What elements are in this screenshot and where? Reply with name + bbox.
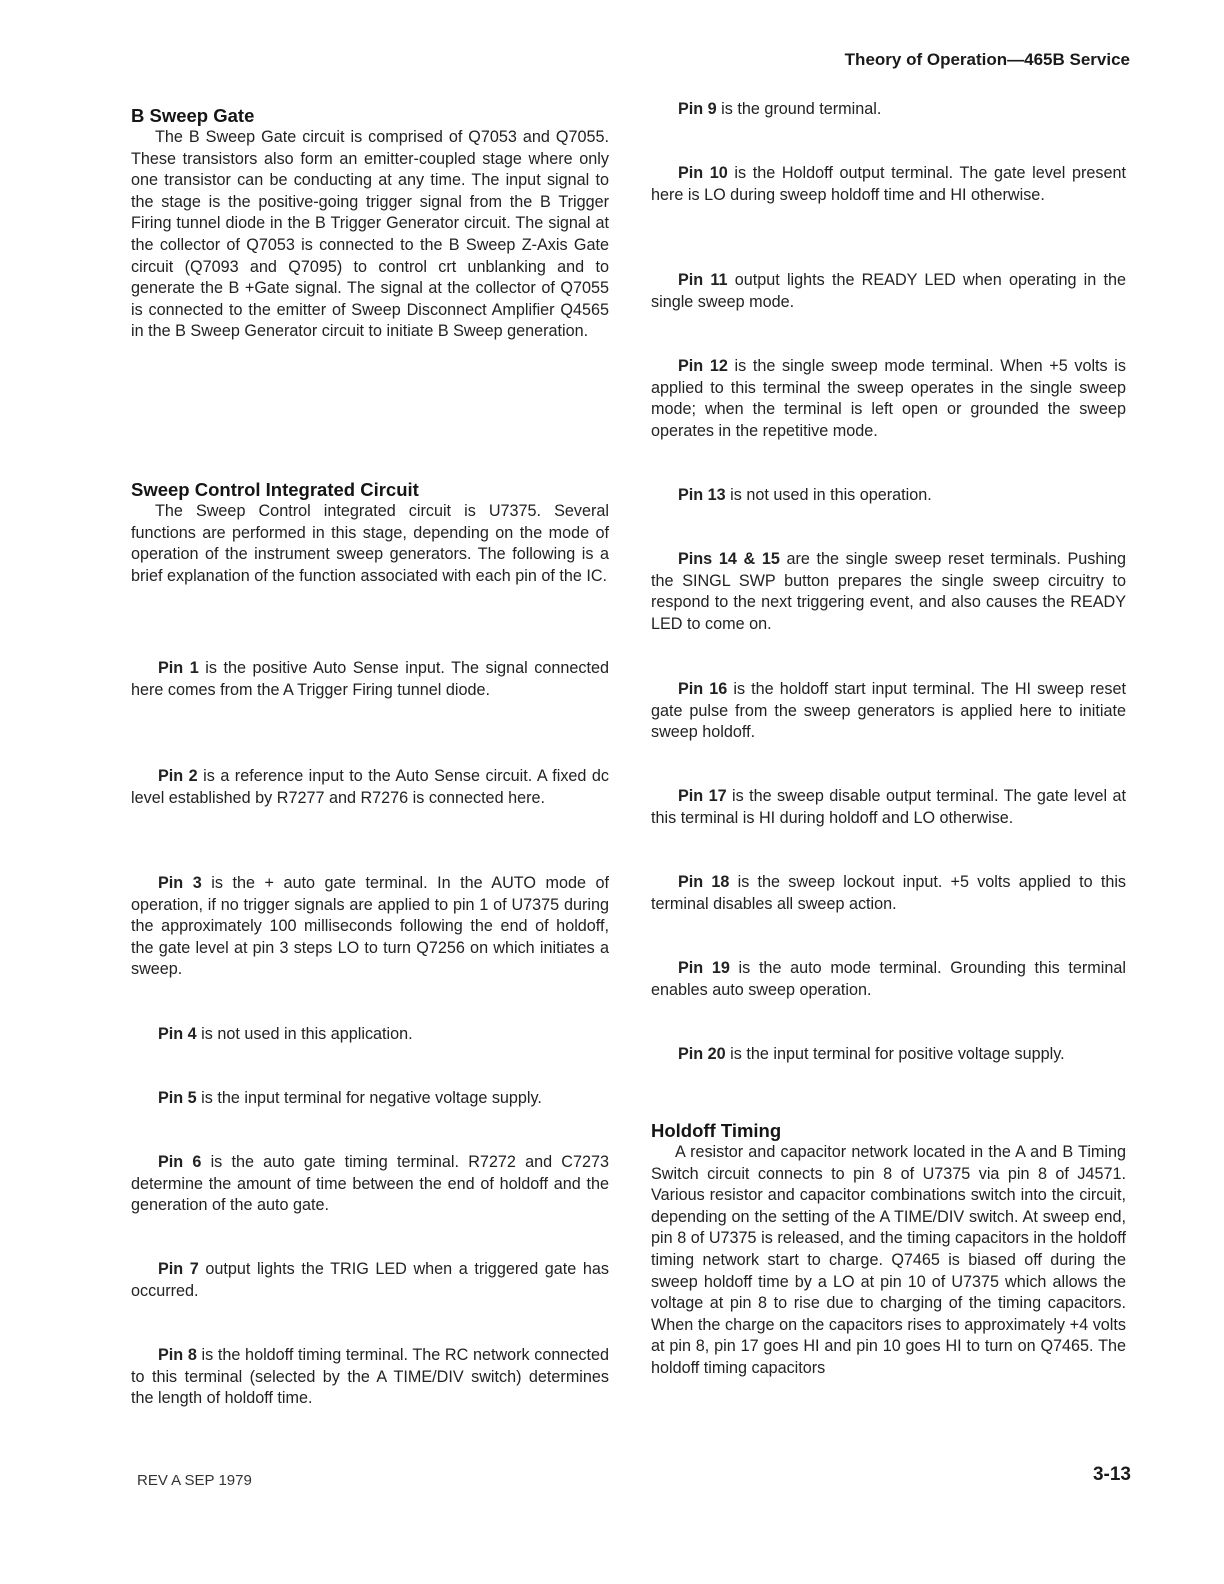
pin-label: Pin 19 xyxy=(678,959,730,977)
pin-text: output lights the TRIG LED when a triggered gate has occurred. xyxy=(131,1260,609,1300)
pin-text: is the sweep lockout input. +5 volts applied to this terminal disables all sweep action. xyxy=(651,873,1127,913)
pin-text: is the sweep disable output terminal. The gate level at this terminal is HI during holdoff and LO otherwise. xyxy=(651,787,1127,827)
pin-text: is the + auto gate terminal. In the AUTO mode of operation, if no trigger signals are applied to pin 1 of U7375 during the approximately 100 milliseconds following the end of holdoff, the gate level at pin 3 steps LO to turn Q7256 on which initiates a sweep. xyxy=(131,874,609,979)
pin-entry-7 xyxy=(131,1259,609,1302)
pin-entry-16 xyxy=(651,679,1126,744)
pin-entry-5 xyxy=(131,1088,609,1110)
pin-label: Pin 7 xyxy=(158,1260,199,1278)
pin-label: Pin 6 xyxy=(158,1153,202,1171)
holdoff-timing-heading: Holdoff Timing xyxy=(651,1120,782,1141)
holdoff-timing-body: A resistor and capacitor network located in the A and B Timing Switch circuit connects to pin 8 of U7375 via pin 8 of J4571. Various resistor and capacitor combinations switch into the circuit, depending on the setting of the A TIME/DIV switch. At sweep end, pin 8 of U7375 is released, and the timing capacitors in the holdoff timing network start to charge. Q7465 is biased off during the sweep holdoff time by a LO at pin 10 of U7375 which allows the voltage at pin 8 to rise due to charging of the timing capacitors. When the charge on the capacitors rises to approximately +4 volts at pin 8, pin 17 goes HI and pin 10 goes HI to turn on Q7465. The holdoff timing capacitors xyxy=(651,1143,1126,1377)
pin-text: is the holdoff timing terminal. The RC network connected to this terminal (selected by the A TIME/DIV switch) determines the length of holdoff time. xyxy=(131,1346,609,1408)
pin-entry-6 xyxy=(131,1152,609,1217)
pin-text: is the single sweep mode terminal. When +5 volts is applied to this terminal the sweep operates in the single sweep mode; when the terminal is left open or grounded the sweep operates in the repetitive mode. xyxy=(651,357,1126,440)
pin-label: Pin 1 xyxy=(158,659,199,677)
pin-label: Pin 3 xyxy=(158,874,202,892)
pin-text: is the holdoff start input terminal. The HI sweep reset gate pulse from the sweep generators is applied here to initiate sweep holdoff. xyxy=(651,680,1127,742)
pin-text: is the Holdoff output terminal. The gate level present here is LO during sweep holdoff time and HI otherwise. xyxy=(651,164,1127,204)
pin-entry-9 xyxy=(651,99,1126,121)
pin-label: Pin 13 xyxy=(678,486,726,504)
sweep-control-section xyxy=(131,479,609,587)
pin-text: is the auto gate timing terminal. R7272 and C7273 determine the amount of time between the end of holdoff and the generation of the auto gate. xyxy=(131,1153,610,1215)
pin-label: Pin 5 xyxy=(158,1089,197,1107)
pin-label: Pin 11 xyxy=(678,271,728,289)
pin-entry-3 xyxy=(131,873,609,981)
footer-revision: REV A SEP 1979 xyxy=(137,1472,252,1489)
pin-label: Pin 18 xyxy=(678,873,730,891)
b-sweep-gate-body: The B Sweep Gate circuit is comprised of Q7053 and Q7055. These transistors also form an emitter-coupled stage where only one transistor can be conducting at any time. The input signal to the stage is the positive-going trigger signal from the B Trigger Firing tunnel diode in the B Trigger Generator circuit. The signal at the collector of Q7053 is connected to the B Sweep Z-Axis Gate circuit (Q7093 and Q7095) to control crt unblanking and to generate the B +Gate signal. The signal at the collector of Q7055 is connected to the emitter of Sweep Disconnect Amplifier Q4565 in the B Sweep Generator circuit to initiate B Sweep generation. xyxy=(131,128,609,341)
pin-entry-19 xyxy=(651,958,1126,1001)
b-sweep-gate-heading: B Sweep Gate xyxy=(131,105,255,126)
pin-label: Pin 17 xyxy=(678,787,727,805)
pin-entry-12 xyxy=(651,356,1126,442)
pin-text: is a reference input to the Auto Sense circuit. A fixed dc level established by R7277 and R7276 is connected here. xyxy=(131,767,609,807)
pin-text: is the ground terminal. xyxy=(716,100,882,118)
pin-entry-13 xyxy=(651,485,1126,507)
b-sweep-gate-section xyxy=(131,105,609,343)
pin-label: Pin 8 xyxy=(158,1346,197,1364)
pin-entry-1 xyxy=(131,658,609,701)
pin-text: is the input terminal for negative voltage supply. xyxy=(196,1089,542,1107)
pin-text: is the positive Auto Sense input. The signal connected here comes from the A Trigger Firing tunnel diode. xyxy=(131,659,609,699)
pin-entry-20 xyxy=(651,1044,1126,1066)
pin-entry-8 xyxy=(131,1345,609,1410)
pin-text: is the auto mode terminal. Grounding this terminal enables auto sweep operation. xyxy=(651,959,1126,999)
pin-label: Pin 12 xyxy=(678,357,728,375)
pin-entry-17 xyxy=(651,786,1126,829)
pin-entry-14-15 xyxy=(651,549,1126,635)
pin-entry-2 xyxy=(131,766,609,809)
pin-text: output lights the READY LED when operating in the single sweep mode. xyxy=(651,271,1126,311)
page-number: 3-13 xyxy=(1092,1464,1131,1485)
pin-text: is not used in this application. xyxy=(196,1025,413,1043)
pin-label: Pin 9 xyxy=(678,100,717,118)
pin-entry-10 xyxy=(651,163,1126,206)
pin-label: Pins 14 & 15 xyxy=(678,550,780,568)
pin-text: is the input terminal for positive voltage supply. xyxy=(725,1045,1065,1063)
pin-label: Pin 4 xyxy=(158,1025,197,1043)
pin-text: is not used in this operation. xyxy=(725,486,932,504)
pin-label: Pin 2 xyxy=(158,767,198,785)
pin-text: are the single sweep reset terminals. Pushing the SINGL SWP button prepares the single sweep circuitry to respond to the next triggering event, and also causes the READY LED to come on. xyxy=(651,550,1126,633)
page-header-title: Theory of Operation—465B Service xyxy=(844,50,1130,69)
holdoff-timing-section xyxy=(651,1120,1126,1380)
pin-label: Pin 16 xyxy=(678,680,728,698)
sweep-control-heading: Sweep Control Integrated Circuit xyxy=(131,479,419,500)
pin-label: Pin 10 xyxy=(678,164,728,182)
pin-entry-4 xyxy=(131,1024,609,1046)
sweep-control-body: The Sweep Control integrated circuit is U7375. Several functions are performed in this stage, depending on the mode of operation of the instrument sweep generators. The following is a brief explanation of the function associated with each pin of the IC. xyxy=(131,502,609,585)
pin-label: Pin 20 xyxy=(678,1045,726,1063)
pin-entry-18 xyxy=(651,872,1126,915)
pin-entry-11 xyxy=(651,270,1126,313)
